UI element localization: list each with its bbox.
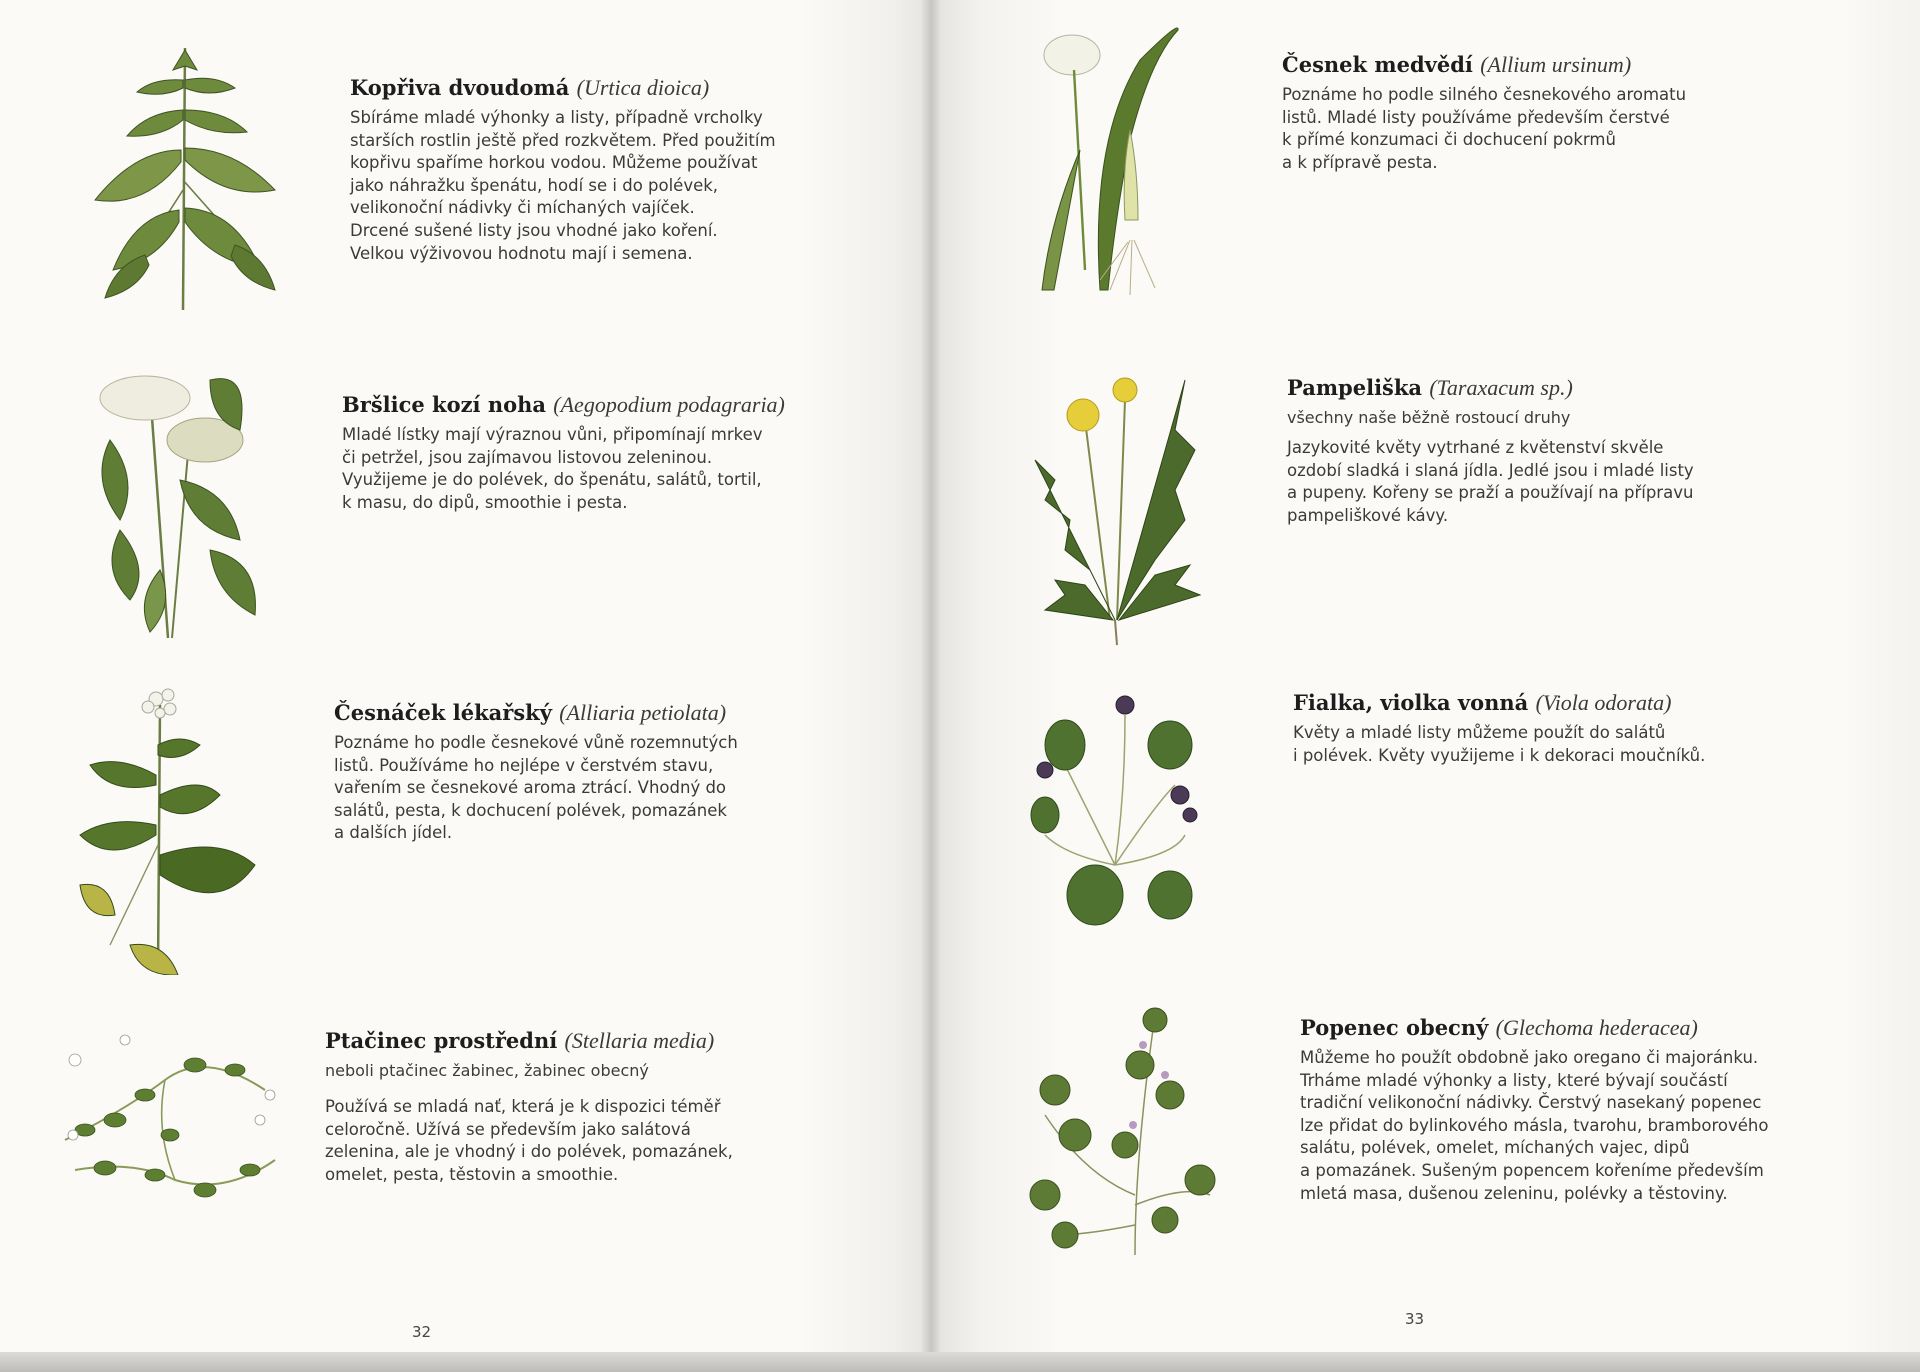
body-line: Používá se mladá nať, která je k dispozici téměř <box>325 1097 721 1116</box>
body-line: Sbíráme mladé výhonky a listy, případně vrcholky <box>350 108 763 127</box>
entry-body <box>342 424 785 514</box>
entry-body <box>350 107 776 265</box>
body-line: salátů, pesta, k dochucení polévek, pomazánek <box>334 800 727 820</box>
body-line: pampeliškové kávy. <box>1287 505 1449 525</box>
entry-brslice <box>342 392 785 514</box>
garlic-mustard-illustration <box>70 685 260 975</box>
body-line: a pomazánek. Sušeným popencem kořeníme především <box>1300 1160 1764 1180</box>
body-line: celoročně. Užívá se především jako salátová <box>325 1119 691 1139</box>
body-line: Květy a mladé listy můžeme použít do salátů <box>1293 723 1666 742</box>
latin-name: (Glechoma hederacea) <box>1495 1015 1698 1040</box>
body-line: starších rostlin ještě před rozkvětem. Před použitím <box>350 130 776 150</box>
ground-elder-illustration <box>90 370 270 640</box>
entry-cesnek-medvedi <box>1282 52 1686 174</box>
entry-title <box>325 1028 733 1054</box>
entry-kopriva <box>350 75 776 265</box>
entry-subtitle: všechny naše běžně rostoucí druhy <box>1287 408 1571 427</box>
body-line: k masu, do dipů, smoothie i pesta. <box>342 492 628 512</box>
wild-garlic-illustration <box>1030 20 1190 300</box>
body-line: omelet, pesta, těstovin a smoothie. <box>325 1164 619 1184</box>
entry-title <box>1287 375 1694 401</box>
entry-cesnacek <box>334 700 738 845</box>
sweet-violet-illustration <box>1025 685 1205 935</box>
common-name: Kopřiva dvoudomá <box>350 75 570 100</box>
latin-name: (Alliaria petiolata) <box>559 700 727 725</box>
latin-name: (Aegopodium podagraria) <box>553 392 785 417</box>
common-name: Fialka, violka vonná <box>1293 690 1529 715</box>
book-gutter <box>922 0 940 1372</box>
body-line: Drcené sušené listy jsou vhodné jako koření. <box>350 220 718 240</box>
body-line: vařením se česnekové aroma ztrácí. Vhodný do <box>334 778 727 798</box>
body-line: Využijeme je do polévek, do špenátu, salátů, tortil, <box>342 470 762 490</box>
entry-body <box>1293 722 1705 767</box>
entry-popenec <box>1300 1015 1768 1205</box>
common-name: Bršlice kozí noha <box>342 392 546 417</box>
body-line: velikonoční nádivky či míchaných vajíček. <box>350 198 695 218</box>
stinging-nettle-illustration <box>75 40 295 315</box>
common-name: Česnek medvědí <box>1282 52 1473 77</box>
chickweed-illustration <box>45 1020 285 1210</box>
common-name: Pampeliška <box>1287 375 1423 400</box>
body-line: listů. Používáme ho nejlépe v čerstvém stavu, <box>334 755 714 775</box>
body-line: Poznáme ho podle česnekové vůně rozemnutých <box>334 733 738 752</box>
entry-title <box>334 700 738 726</box>
entry-body <box>1287 437 1694 527</box>
body-line: Trháme mladé výhonky a listy, které bývají součástí <box>1300 1070 1728 1090</box>
common-name: Ptačinec prostřední <box>325 1028 558 1053</box>
entry-subtitle: neboli ptačinec žabinec, žabinec obecný <box>325 1061 649 1080</box>
entry-body <box>1300 1047 1768 1205</box>
latin-name: (Urtica dioica) <box>576 75 710 100</box>
body-line: a k přípravě pesta. <box>1282 152 1438 172</box>
body-line: mletá masa, dušenou zeleninu, polévky a těstoviny. <box>1300 1183 1728 1203</box>
entry-fialka <box>1293 690 1705 767</box>
body-line: Poznáme ho podle silného česnekového aromatu <box>1282 85 1687 104</box>
body-line: Jazykovité květy vytrhané z květenství skvěle <box>1287 438 1664 457</box>
body-line: či petržel, jsou zajímavou listovou zeleninou. <box>342 447 713 467</box>
body-line: k přímé konzumaci či dochucení pokrmů <box>1282 130 1616 150</box>
latin-name: (Taraxacum sp.) <box>1429 375 1573 400</box>
entry-title <box>350 75 776 101</box>
body-line: Můžeme ho použít obdobně jako oregano či majoránku. <box>1300 1048 1759 1067</box>
page-number-right: 33 <box>1405 1310 1425 1328</box>
entry-ptacinec <box>325 1028 733 1186</box>
ground-ivy-illustration <box>1025 995 1225 1265</box>
common-name: Popenec obecný <box>1300 1015 1489 1040</box>
body-line: ozdobí sladká i slaná jídla. Jedlé jsou i mladé listy <box>1287 460 1694 480</box>
body-line: lze přidat do bylinkového másla, tvarohu, bramborového <box>1300 1115 1769 1135</box>
entry-title <box>1293 690 1705 716</box>
body-line: salátu, polévek, omelet, míchaných vajec, dipů <box>1300 1138 1690 1158</box>
body-line: listů. Mladé listy používáme především čerstvé <box>1282 107 1670 127</box>
entry-pampeliska <box>1287 375 1694 527</box>
body-line: Mladé lístky mají výraznou vůni, připomínají mrkev <box>342 425 763 444</box>
body-line: a dalších jídel. <box>334 823 453 843</box>
body-line: jako náhražku špenátu, hodí se i do polévek, <box>350 175 719 195</box>
body-line: kopřivu spaříme horkou vodou. Můžeme používat <box>350 153 758 173</box>
common-name: Česnáček lékařský <box>334 700 552 725</box>
entry-body <box>334 732 738 845</box>
dandelion-illustration <box>1025 370 1205 650</box>
body-line: i polévek. Květy využijeme i k dekoraci moučníků. <box>1293 745 1706 765</box>
entry-body <box>1282 84 1686 174</box>
entry-title <box>342 392 785 418</box>
latin-name: (Viola odorata) <box>1535 690 1672 715</box>
body-line: zelenina, ale je vhodný i do polévek, pomazánek, <box>325 1142 733 1162</box>
body-line: tradiční velikonoční nádivky. Čerstvý nasekaný popenec <box>1300 1093 1762 1113</box>
entry-title <box>1282 52 1686 78</box>
body-line: a pupeny. Kořeny se praží a používají na přípravu <box>1287 483 1694 503</box>
page-edge <box>0 1352 1920 1372</box>
entry-body <box>325 1096 733 1186</box>
latin-name: (Stellaria media) <box>564 1028 715 1053</box>
page-number-left: 32 <box>412 1323 432 1341</box>
latin-name: (Allium ursinum) <box>1480 52 1632 77</box>
entry-title <box>1300 1015 1768 1041</box>
body-line: Velkou výživovou hodnotu mají i semena. <box>350 243 693 263</box>
